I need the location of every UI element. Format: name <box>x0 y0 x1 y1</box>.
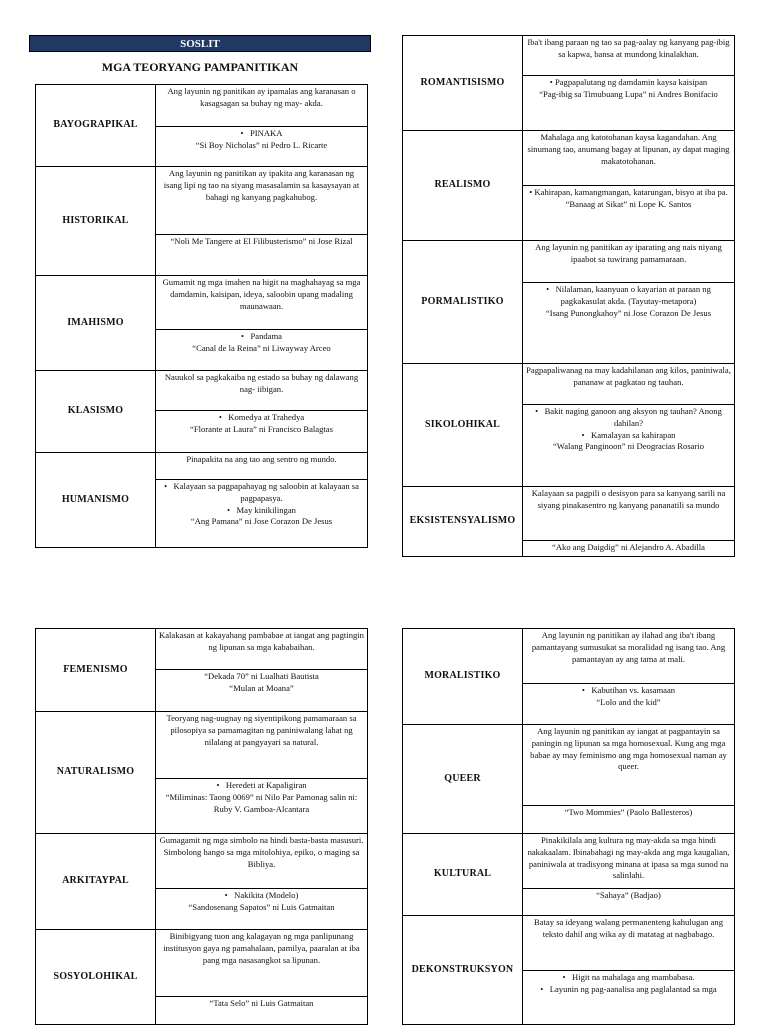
theory-example-humanismo <box>156 480 368 548</box>
theory-example-imahismo <box>156 330 368 371</box>
example-line: • Kalayaan sa pagpapahayag ng saloobin at kalayaan sa pagpapasya. <box>159 481 364 505</box>
theory-desc-eksistensyalismo: Kalayaan sa pagpili o desisyon para sa kanyang sarili na siyang pinakasentro ng kanyang pananatili sa mundo <box>523 487 735 541</box>
example-line: • Nilalaman, kaanyuan o kayarian at paraan ng pagkakasulat akda. (Tayutay-metapora) <box>526 284 731 308</box>
theory-desc-bayograpikal: Ang layunin ng panitikan ay ipamalas ang karanasan o kasagsagan sa buhay ng may- akda. <box>156 85 368 127</box>
example-line: “Tata Selo” ni Luis Gatmaitan <box>209 998 314 1008</box>
theory-name-klasismo: KLASISMO <box>36 371 156 453</box>
theory-example-naturalismo <box>156 779 368 834</box>
theory-desc-naturalismo: Teoryang nag-uugnay ng siyentipikong pamamaraan sa pilosopiya sa pamamagitan ng paniniwalang lahat ng nilalang at pangyayari sa natural. <box>156 712 368 779</box>
theory-name-bayograpikal: BAYOGRAPIKAL <box>36 85 156 167</box>
example-line: “Sahaya” (Badjao) <box>596 890 661 900</box>
example-line: • Nakikita (Modelo) <box>159 890 364 902</box>
soslit-banner: SOSLIT <box>29 35 371 52</box>
example-line: “Two Mommies” (Paolo Ballesteros) <box>564 807 693 817</box>
theory-example-bayograpikal <box>156 127 368 167</box>
example-line: “Walang Panginoon” ni Deogracias Rosario <box>552 441 705 452</box>
theory-example-femenismo <box>156 670 368 712</box>
theory-name-pormalistiko: PORMALISTIKO <box>403 241 523 364</box>
theory-name-arkitaypal: ARKITAYPAL <box>36 834 156 930</box>
example-line: “Mulan at Moana” <box>229 682 294 693</box>
theory-desc-arkitaypal: Gumagamit ng mga simbolo na hindi basta-basta masusuri. Simbolong hango sa mga mitolohiya, epiko, o maging sa Bibliya. <box>156 834 368 889</box>
example-line: • PINAKA <box>159 128 364 140</box>
example-line: “Ang Pamana” ni Jose Corazon De Jesus <box>190 516 333 527</box>
example-line: “Isang Punongkahoy” ni Jose Corazon De Jesus <box>545 307 712 318</box>
example-line: • Pandama <box>159 331 364 343</box>
theory-example-moralistiko <box>523 684 735 725</box>
theory-name-eksistensyalismo: EKSISTENSYALISMO <box>403 487 523 557</box>
theory-example-queer <box>523 806 735 834</box>
example-line: “Ako ang Daigdig” ni Alejandro A. Abadilla <box>552 542 705 552</box>
theory-desc-moralistiko: Ang layunin ng panitikan ay ilahad ang iba't ibang pamantayang sumusukat sa moralidad ng isang tao. Ang pamantayan ay ang tama at mali. <box>523 629 735 684</box>
theory-name-sikolohikal: SIKOLOHIKAL <box>403 364 523 487</box>
example-line: • Bakit naging ganoon ang aksyon ng tauhan? Anong dahilan? <box>526 406 731 430</box>
example-line: • Pagpapalutang ng damdamin kaysa kaisipan <box>549 77 708 87</box>
theory-example-historikal <box>156 235 368 276</box>
theory-desc-humanismo: Pinapakita na ang tao ang sentro ng mundo. <box>156 453 368 480</box>
example-line: “Noli Me Tangere at El Filibusterismo” ni Jose Rizal <box>170 236 353 246</box>
theory-desc-imahismo: Gumamit ng mga imahen na higit na maghahayag sa mga damdamin, kaisipan, ideya, saloobin upang madaling maunawaan. <box>156 276 368 330</box>
theory-name-imahismo: IMAHISMO <box>36 276 156 371</box>
example-line: “Pag-ibig sa Timubuang Lupa” ni Andres Bonifacio <box>539 88 718 99</box>
example-line: • Layunin ng pag-aanalisa ang paglalantad sa mga <box>526 984 731 996</box>
theory-name-realismo: REALISMO <box>403 131 523 241</box>
theory-example-realismo <box>523 186 735 241</box>
theory-desc-pormalistiko: Ang layunin ng panitikan ay iparating ang nais niyang ipaabot sa tuwirang pamamaraan. <box>523 241 735 283</box>
theory-desc-dekonstruksyon: Batay sa ideyang walang permanenteng kahulugan ang teksto dahil ang wika ay di matatag at nagbabago. <box>523 916 735 971</box>
theory-example-pormalistiko <box>523 283 735 364</box>
example-line: • Komedya at Trahedya <box>159 412 364 424</box>
theory-desc-historikal: Ang layunin ng panitikan ay ipakita ang karanasan ng isang lipi ng tao na siyang masasalamin sa kasaysayan at bahagi ng kanyang pagkahubog. <box>156 167 368 235</box>
theory-desc-sikolohikal: Pagpapaliwanag na may kadahilanan ang kilos, paniniwala, pananaw at pagkatao ng tauhan. <box>523 364 735 405</box>
example-line: “Florante at Laura” ni Francisco Balagtas <box>190 423 333 434</box>
theory-table-left-bottom <box>35 628 368 1025</box>
theory-name-historikal: HISTORIKAL <box>36 167 156 276</box>
theory-desc-klasismo: Nauukol sa pagkakaiba ng estado sa buhay ng dalawang nag- iibigan. <box>156 371 368 411</box>
theory-name-dekonstruksyon: DEKONSTRUKSYON <box>403 916 523 1025</box>
theory-example-klasismo <box>156 411 368 453</box>
theory-desc-kultural: Pinakikilala ang kultura ng may-akda sa mga hindi nakakaalam. Ibinabahagi ng may-akda ang mga kaugalian, paniniwala at tradisyong minana at ipasa sa mga sunod na salinlahi. <box>523 834 735 889</box>
theory-name-kultural: KULTURAL <box>403 834 523 916</box>
theory-name-sosyolohikal: SOSYOLOHIKAL <box>36 930 156 1025</box>
example-line: • May kinikilingan <box>159 505 364 517</box>
theory-desc-romantisismo: Iba't ibang paraan ng tao sa pag-aalay ng kanyang pag-ibig sa kapwa, bansa at mundong kinalakhan. <box>523 36 735 76</box>
example-line: “Lolo and the kid” <box>596 696 661 707</box>
theory-name-humanismo: HUMANISMO <box>36 453 156 548</box>
theory-name-moralistiko: MORALISTIKO <box>403 629 523 725</box>
example-line: “Banaag at Sikat” ni Lope K. Santos <box>565 198 692 209</box>
theory-example-eksistensyalismo <box>523 541 735 557</box>
theory-table-right-bottom <box>402 628 735 1025</box>
theory-name-femenismo: FEMENISMO <box>36 629 156 712</box>
theory-example-arkitaypal <box>156 889 368 930</box>
theory-example-sikolohikal <box>523 405 735 487</box>
theory-example-dekonstruksyon <box>523 971 735 1025</box>
theory-name-romantisismo: ROMANTISISMO <box>403 36 523 131</box>
theory-desc-queer: Ang layunin ng panitikan ay iangat at pagpantayin sa paningin ng lipunan sa mga homosexual. Kung ang mga babae ay may feminismo ang mga homosexual naman ay queer. <box>523 725 735 806</box>
example-line: • Heredeti at Kapaligiran <box>159 780 364 792</box>
example-line: “Dekada 70” ni Lualhati Bautista <box>204 671 319 681</box>
example-line: “Canal de la Reina” ni Liwayway Arceo <box>192 342 331 353</box>
theory-desc-realismo: Mahalaga ang katotohanan kaysa kagandahan. Ang sinumang tao, anumang bagay at lipunan, ay dapat maging makatotohanan. <box>523 131 735 186</box>
theory-name-naturalismo: NATURALISMO <box>36 712 156 834</box>
theory-desc-femenismo: Kalakasan at kakayahang pambabae at iangat ang pagtingin ng lipunan sa mga kababaihan. <box>156 629 368 670</box>
example-line: “Sandosenang Sapatos” ni Luis Gatmaitan <box>188 901 335 912</box>
example-line: • Kamalayan sa kahirapan <box>526 430 731 442</box>
theory-desc-sosyolohikal: Binibigyang tuon ang kalagayan ng mga panlipunang institusyon gaya ng pamahalaan, pamilya, paaralan at iba pang mga nasasangkot sa lipunan. <box>156 930 368 997</box>
example-line: • Higit na mahalaga ang mambabasa. <box>526 972 731 984</box>
example-line: • Kahirapan, kamangmangan, katarungan, bisyo at iba pa. <box>529 187 728 197</box>
theory-table-right-top <box>402 35 735 557</box>
example-line: “Miliminas: Taong 0069” ni Nilo Par Pamonag salin ni: Ruby V. Gamboa-Alcantara <box>165 791 358 814</box>
theory-name-queer: QUEER <box>403 725 523 834</box>
example-line: • Kabutihan vs. kasamaan <box>526 685 731 697</box>
theory-table-left-top <box>35 84 368 548</box>
example-line: “Si Boy Nicholas” ni Pedro L. Ricarte <box>195 139 328 150</box>
document-title: MGA TEORYANG PAMPANITIKAN <box>101 60 299 74</box>
theory-example-romantisismo <box>523 76 735 131</box>
theory-example-sosyolohikal <box>156 997 368 1025</box>
theory-example-kultural <box>523 889 735 916</box>
